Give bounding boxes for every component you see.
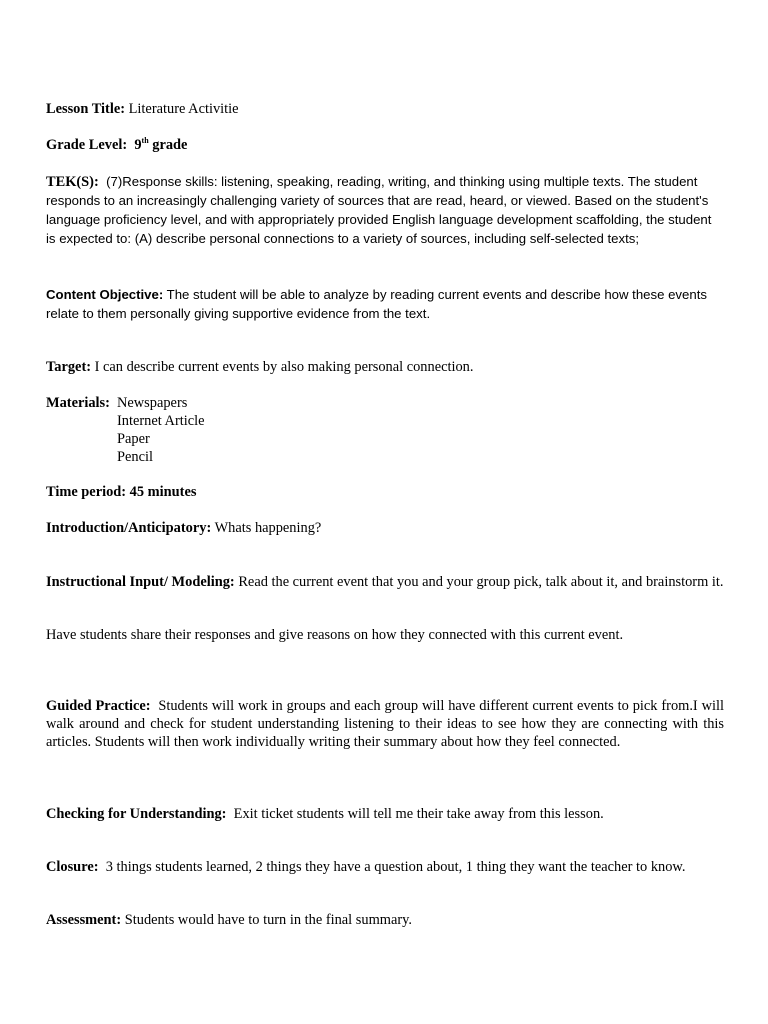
closure-line [46, 858, 724, 876]
grade-level-suffix: th [141, 136, 149, 145]
instructional-input-section [46, 573, 724, 591]
grade-level-word: grade [152, 137, 188, 153]
content-objective-label: Content Objective: [46, 287, 164, 302]
guided-practice-section [46, 697, 724, 751]
guided-practice-text: Students will work in groups and each group will have different current events to pick from.I will walk around and check for student understanding listening to their ideas to see how they are connecting with this articles. Students will then work individually writing their summary about how they feel connected. [46, 698, 724, 750]
materials-label: Materials: [46, 395, 110, 411]
teks-text: (7)Response skills: listening, speaking, reading, writing, and thinking using multiple texts. The student responds to an increasingly challenging variety of sources that are read, heard, or viewed. Based on the student's language proficiency level, and with appropriately provided English language development scaffolding, the student is expected to: (A) describe personal connections to a variety of sources, including self-selected texts; [46, 174, 712, 246]
target-label: Target: [46, 359, 92, 375]
grade-level-number: 9 [134, 137, 142, 153]
instructional-input-text: Read the current event that you and your group pick, talk about it, and brainstorm it. [238, 574, 724, 590]
closure-text: 3 things students learned, 2 things they have a question about, 1 thing they want the teacher to know. [105, 859, 686, 875]
guided-practice-label: Guided Practice: [46, 698, 151, 714]
materials-item: Paper [117, 431, 150, 447]
instructional-input-followup: Have students share their responses and give reasons on how they connected with this current event. [46, 627, 624, 643]
assessment-text: Students would have to turn in the final summary. [124, 912, 413, 928]
checking-understanding-label: Checking for Understanding: [46, 806, 227, 822]
instructional-input-label: Instructional Input/ Modeling: [46, 574, 235, 590]
time-period-line: Time period: 45 minutes [46, 484, 197, 500]
lesson-title-label: Lesson Title: [46, 101, 126, 117]
introduction-text: Whats happening? [214, 520, 322, 536]
introduction-label: Introduction/Anticipatory: [46, 520, 212, 536]
target-line [46, 358, 724, 376]
lesson-title-value: Literature Activitie [128, 101, 239, 117]
materials-item: Newspapers [117, 395, 188, 411]
introduction-line [46, 519, 724, 537]
checking-understanding-line [46, 805, 724, 823]
content-objective-section [46, 285, 724, 323]
target-text: I can describe current events by also making personal connection. [94, 359, 474, 375]
closure-label: Closure: [46, 859, 99, 875]
materials-item: Internet Article [117, 413, 205, 429]
assessment-line [46, 911, 724, 929]
teks-section [46, 172, 724, 248]
materials-item: Pencil [117, 449, 153, 465]
teks-label: TEK(S): [46, 174, 99, 190]
materials-list [117, 394, 205, 466]
grade-level-line [46, 136, 724, 154]
content-objective-text: The student will be able to analyze by reading current events and describe how these events relate to them personally giving supportive evidence from the text. [46, 287, 707, 321]
grade-level-label: Grade Level: [46, 137, 128, 153]
checking-understanding-text: Exit ticket students will tell me their take away from this lesson. [233, 806, 604, 822]
assessment-label: Assessment: [46, 912, 122, 928]
lesson-title-line [46, 100, 724, 118]
